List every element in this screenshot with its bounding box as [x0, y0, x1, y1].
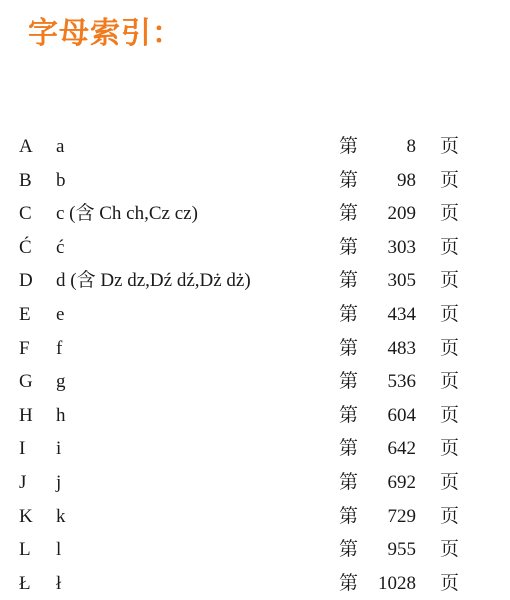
uppercase-letter: Ł: [19, 572, 31, 594]
page-prefix: 第: [339, 136, 359, 157]
page-prefix: 第: [339, 169, 359, 191]
alphabet-index-list: [0, 130, 510, 600]
page-suffix: 页: [440, 136, 460, 157]
page-prefix: 第: [339, 303, 359, 325]
page-suffix: 页: [440, 270, 460, 292]
page-number: 303: [387, 236, 416, 258]
page-number: 729: [387, 505, 416, 527]
index-entry: [0, 399, 510, 433]
page-suffix: 页: [440, 169, 460, 191]
page-number: 604: [387, 404, 416, 426]
uppercase-letter: K: [19, 505, 33, 527]
page-suffix: 页: [440, 404, 460, 426]
index-entry: [0, 264, 510, 298]
uppercase-letter: B: [19, 169, 32, 191]
page-number: 642: [387, 438, 416, 460]
lowercase-letter: g: [56, 371, 66, 393]
page-number: 434: [387, 303, 416, 325]
lowercase-letter: ł: [56, 572, 62, 594]
page-suffix: 页: [440, 371, 460, 393]
page-prefix: 第: [339, 203, 359, 225]
lowercase-letter: k: [56, 505, 66, 527]
page-number: 692: [387, 471, 416, 493]
lowercase-letter: l: [56, 539, 62, 561]
uppercase-letter: G: [19, 371, 33, 393]
index-entry: [0, 164, 510, 198]
page-prefix: 第: [339, 505, 359, 527]
index-entry: [0, 567, 510, 600]
page-suffix: 页: [440, 236, 460, 258]
page-number: 536: [387, 371, 416, 393]
lowercase-letter: f: [56, 337, 63, 359]
uppercase-letter: E: [19, 303, 31, 325]
page-prefix: 第: [339, 404, 359, 426]
uppercase-letter: L: [19, 539, 31, 561]
page-number: 955: [387, 539, 416, 561]
uppercase-letter: C: [19, 203, 32, 225]
index-entry: [0, 432, 510, 466]
uppercase-letter: J: [19, 471, 27, 493]
index-entry: [0, 365, 510, 399]
lowercase-letter: i: [56, 438, 62, 460]
page-prefix: 第: [339, 471, 359, 493]
page-number: 98: [397, 169, 416, 191]
page-suffix: 页: [440, 471, 460, 493]
index-entry: [0, 197, 510, 231]
uppercase-letter: A: [19, 136, 33, 157]
page-prefix: 第: [339, 236, 359, 258]
index-entry: [0, 332, 510, 366]
page-prefix: 第: [339, 572, 359, 594]
page-prefix: 第: [339, 371, 359, 393]
page-prefix: 第: [339, 337, 359, 359]
lowercase-letter: e: [56, 303, 65, 325]
index-entry: [0, 533, 510, 567]
uppercase-letter: F: [19, 337, 30, 359]
page-suffix: 页: [440, 303, 460, 325]
lowercase-letter: b: [56, 169, 66, 191]
index-entry: [0, 298, 510, 332]
page-number: 1028: [378, 572, 416, 594]
page-prefix: 第: [339, 539, 359, 561]
lowercase-letter: c (含 Ch ch,Cz cz): [56, 203, 198, 225]
uppercase-letter: I: [19, 438, 26, 460]
page-prefix: 第: [339, 270, 359, 292]
page-number: 483: [387, 337, 416, 359]
uppercase-letter: H: [19, 404, 33, 426]
index-entry: [0, 231, 510, 265]
uppercase-letter: Ć: [19, 236, 32, 258]
uppercase-letter: D: [19, 270, 33, 292]
page-number: 305: [387, 270, 416, 292]
index-entry: [0, 500, 510, 534]
index-entry: [0, 466, 510, 500]
lowercase-letter: d (含 Dz dz,Dź dź,Dż dż): [56, 270, 251, 292]
lowercase-letter: j: [56, 471, 62, 493]
page-title: 字母索引：: [28, 16, 183, 51]
page-suffix: 页: [440, 203, 460, 225]
page-prefix: 第: [339, 438, 359, 460]
lowercase-letter: h: [56, 404, 66, 426]
index-entry: [0, 130, 510, 164]
page-number: 209: [387, 203, 416, 225]
lowercase-letter: a: [56, 136, 65, 157]
page-suffix: 页: [440, 438, 460, 460]
page-suffix: 页: [440, 572, 460, 594]
page-number: 8: [406, 136, 416, 157]
lowercase-letter: ć: [56, 236, 65, 258]
page-suffix: 页: [440, 505, 460, 527]
page-suffix: 页: [440, 539, 460, 561]
page-suffix: 页: [440, 337, 460, 359]
